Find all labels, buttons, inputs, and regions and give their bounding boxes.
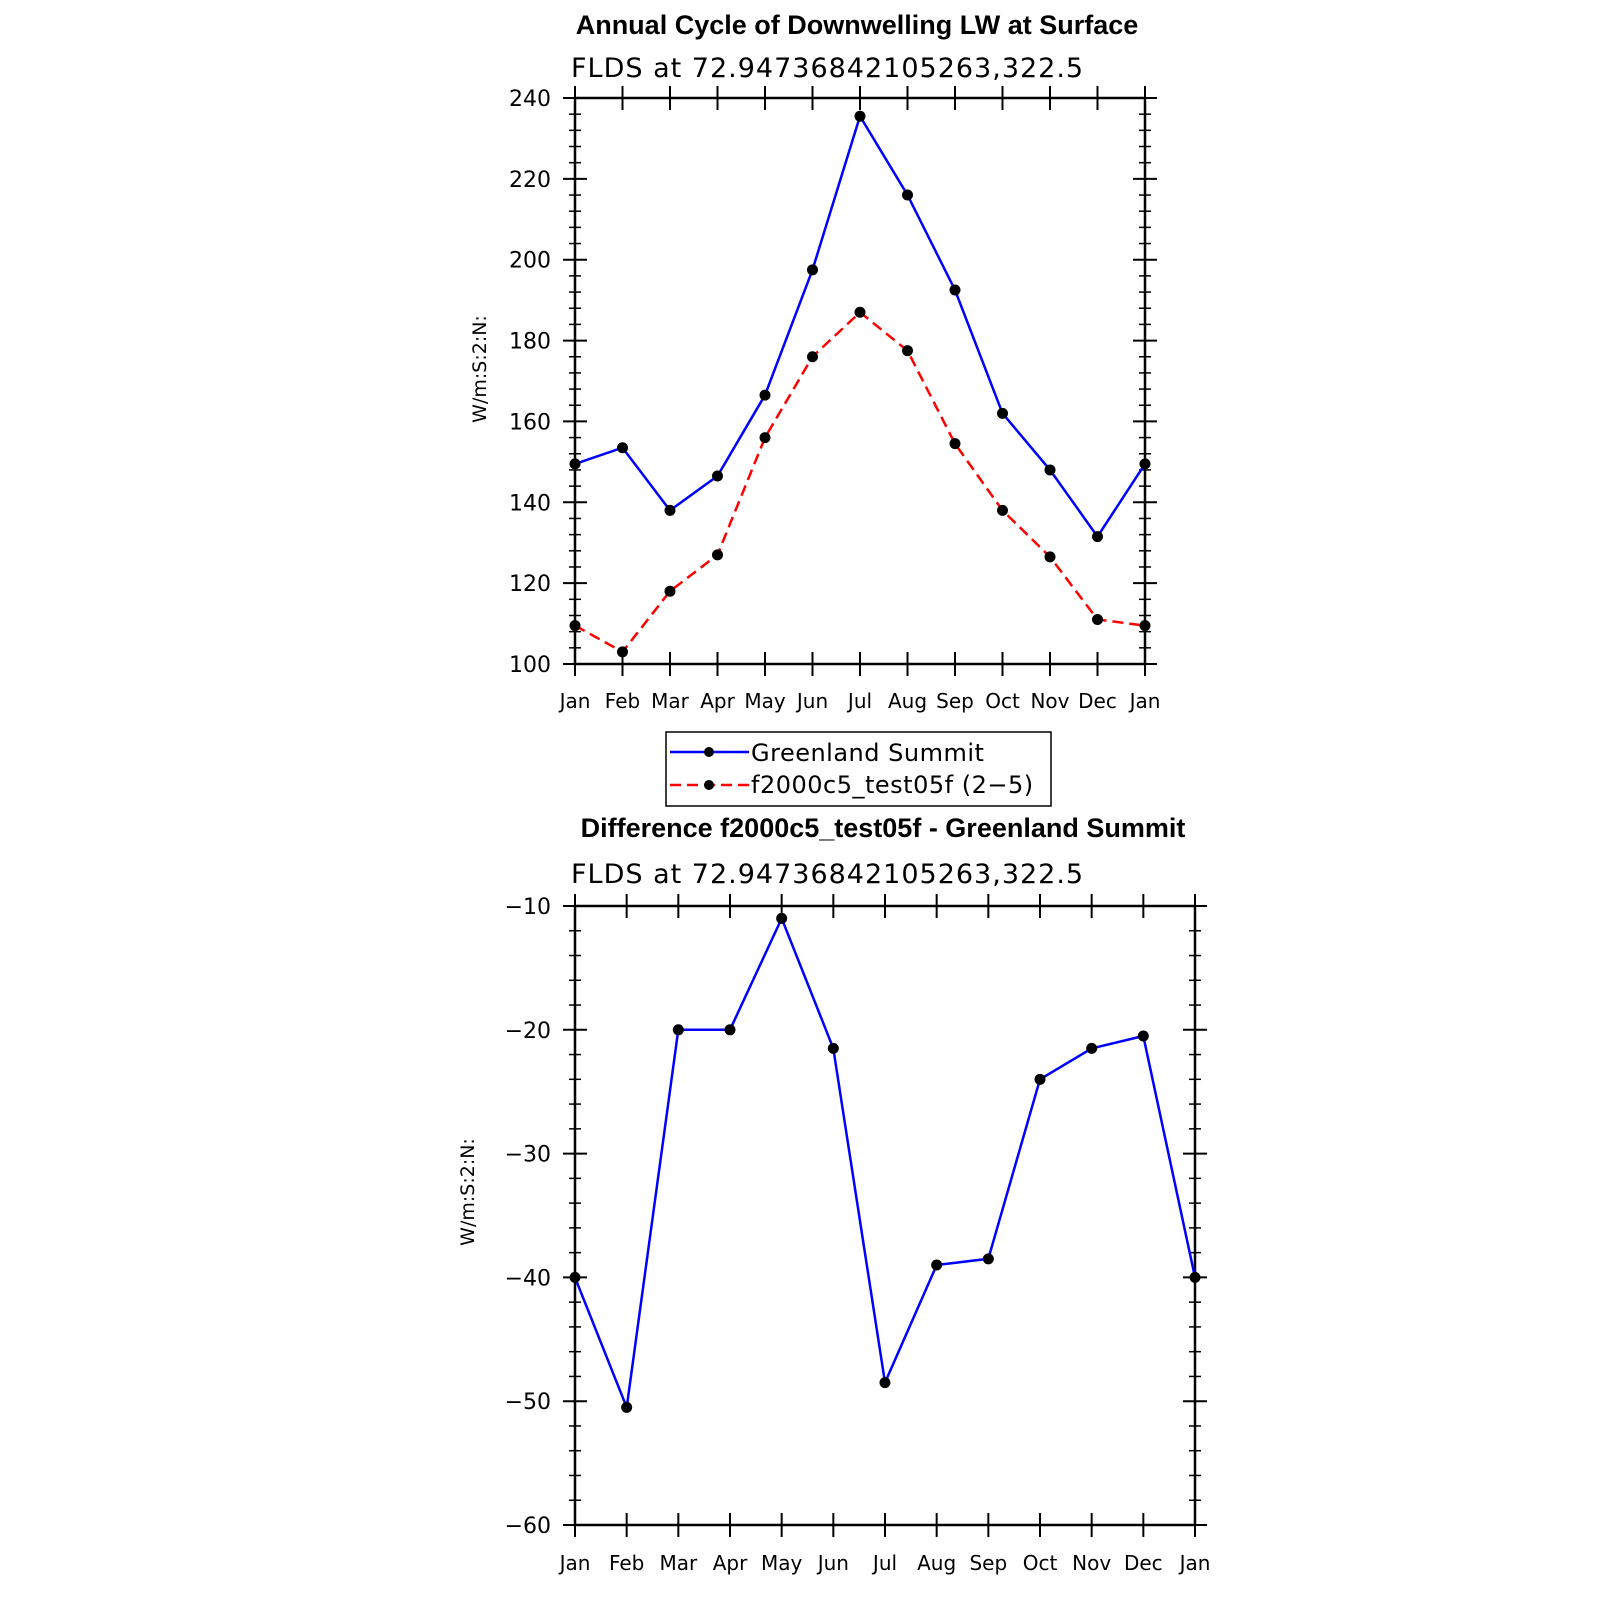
data-series: [570, 111, 1151, 658]
x-tick-label: Dec: [1078, 689, 1117, 713]
data-point: [931, 1260, 942, 1271]
x-tick-label: Jan: [559, 1551, 591, 1575]
data-point: [807, 351, 818, 362]
x-tick-label: Jan: [559, 689, 591, 713]
chart-subtitle: FLDS at 72.94736842105263,322.5: [571, 53, 1085, 84]
plot-frame: [575, 98, 1145, 664]
x-tick-label: Sep: [936, 689, 974, 713]
y-tick-label: −10: [504, 895, 551, 920]
data-point: [665, 505, 676, 516]
x-tick-label: Aug: [887, 689, 928, 713]
x-axis-ticks: [558, 894, 1211, 1575]
x-tick-label: Jun: [796, 689, 829, 713]
x-tick-label: Dec: [1123, 1551, 1163, 1575]
x-tick-label: May: [760, 1551, 803, 1575]
chart-title: Difference f2000c5_test05f - Greenland Summit: [580, 813, 1186, 843]
data-point: [1190, 1272, 1201, 1283]
data-point: [1140, 620, 1151, 631]
data-point: [617, 646, 628, 657]
legend: [666, 732, 1051, 806]
data-point: [1045, 464, 1056, 475]
legend-label-greenland-summit: Greenland Summit: [751, 739, 985, 767]
data-point: [902, 345, 913, 356]
data-point: [950, 438, 961, 449]
x-tick-label: Oct: [985, 689, 1020, 713]
x-tick-label: Oct: [1022, 1551, 1058, 1575]
y-tick-label: −20: [504, 1018, 551, 1044]
x-tick-label: Jan: [1129, 689, 1161, 713]
y-tick-label: −60: [504, 1514, 551, 1539]
x-tick-label: Aug: [917, 1551, 957, 1575]
x-tick-label: Nov: [1030, 689, 1070, 713]
data-point: [621, 1402, 632, 1413]
data-point: [1092, 531, 1103, 542]
x-tick-label: Apr: [700, 689, 735, 713]
y-axis-label: W/m:S:2:N:: [457, 1138, 479, 1246]
data-point: [880, 1377, 891, 1388]
chart-subtitle: FLDS at 72.94736842105263,322.5: [571, 859, 1085, 890]
data-point: [725, 1024, 736, 1035]
series-line-0: [575, 116, 1145, 536]
x-tick-label: Jan: [1179, 1551, 1211, 1575]
x-tick-label: Jul: [847, 689, 873, 713]
y-tick-label: −40: [504, 1266, 551, 1292]
data-point: [1086, 1043, 1097, 1054]
y-axis-label: W/m:S:2:N:: [469, 315, 491, 423]
data-point: [1045, 551, 1056, 562]
y-axis-ticks: [509, 87, 1157, 678]
x-tick-label: Apr: [712, 1551, 748, 1575]
data-point: [712, 549, 723, 560]
data-point: [665, 586, 676, 597]
data-point: [570, 458, 581, 469]
data-point: [760, 432, 771, 443]
data-point: [776, 913, 787, 924]
data-point: [1092, 614, 1103, 625]
chart-annual-cycle: [469, 10, 1160, 806]
chart-difference: [457, 813, 1210, 1575]
data-point: [855, 307, 866, 318]
y-tick-label: 200: [509, 248, 551, 274]
x-tick-label: Nov: [1072, 1551, 1112, 1575]
data-point: [807, 264, 818, 275]
plot-frame: [575, 906, 1195, 1525]
data-point: [983, 1253, 994, 1264]
data-point: [997, 505, 1008, 516]
data-point: [902, 190, 913, 201]
data-point: [673, 1024, 684, 1035]
y-tick-label: 120: [509, 572, 551, 598]
legend-marker-f2000c5: [704, 780, 714, 790]
data-point: [950, 285, 961, 296]
x-tick-label: May: [744, 689, 786, 713]
y-tick-label: 160: [509, 410, 551, 436]
y-tick-label: 180: [509, 329, 551, 355]
x-tick-label: Feb: [604, 689, 641, 713]
x-tick-label: Feb: [608, 1551, 645, 1575]
y-tick-label: 100: [509, 653, 551, 678]
y-tick-label: −30: [504, 1142, 551, 1168]
data-point: [760, 390, 771, 401]
data-point: [712, 471, 723, 482]
data-point: [855, 111, 866, 122]
data-point: [1140, 458, 1151, 469]
y-tick-label: 240: [509, 87, 551, 112]
series-line-0: [575, 918, 1195, 1407]
data-point: [570, 620, 581, 631]
x-tick-label: Mar: [659, 1551, 698, 1575]
x-tick-label: Jun: [817, 1551, 849, 1575]
data-series: [570, 913, 1201, 1413]
data-point: [570, 1272, 581, 1283]
x-tick-label: Mar: [651, 689, 689, 713]
legend-marker-greenland-summit: [704, 747, 714, 757]
x-tick-label: Sep: [969, 1551, 1008, 1575]
y-axis-ticks: [505, 895, 1207, 1539]
data-point: [617, 442, 628, 453]
data-point: [997, 408, 1008, 419]
data-point: [1035, 1074, 1046, 1085]
x-tick-label: Jul: [872, 1551, 898, 1575]
legend-label-f2000c5: f2000c5_test05f (2−5): [751, 771, 1034, 799]
y-tick-label: 220: [509, 167, 551, 193]
chart-title: Annual Cycle of Downwelling LW at Surface: [575, 10, 1139, 40]
y-tick-label: 140: [509, 491, 551, 517]
y-tick-label: −50: [504, 1390, 551, 1416]
data-point: [828, 1043, 839, 1054]
data-point: [1138, 1030, 1149, 1041]
